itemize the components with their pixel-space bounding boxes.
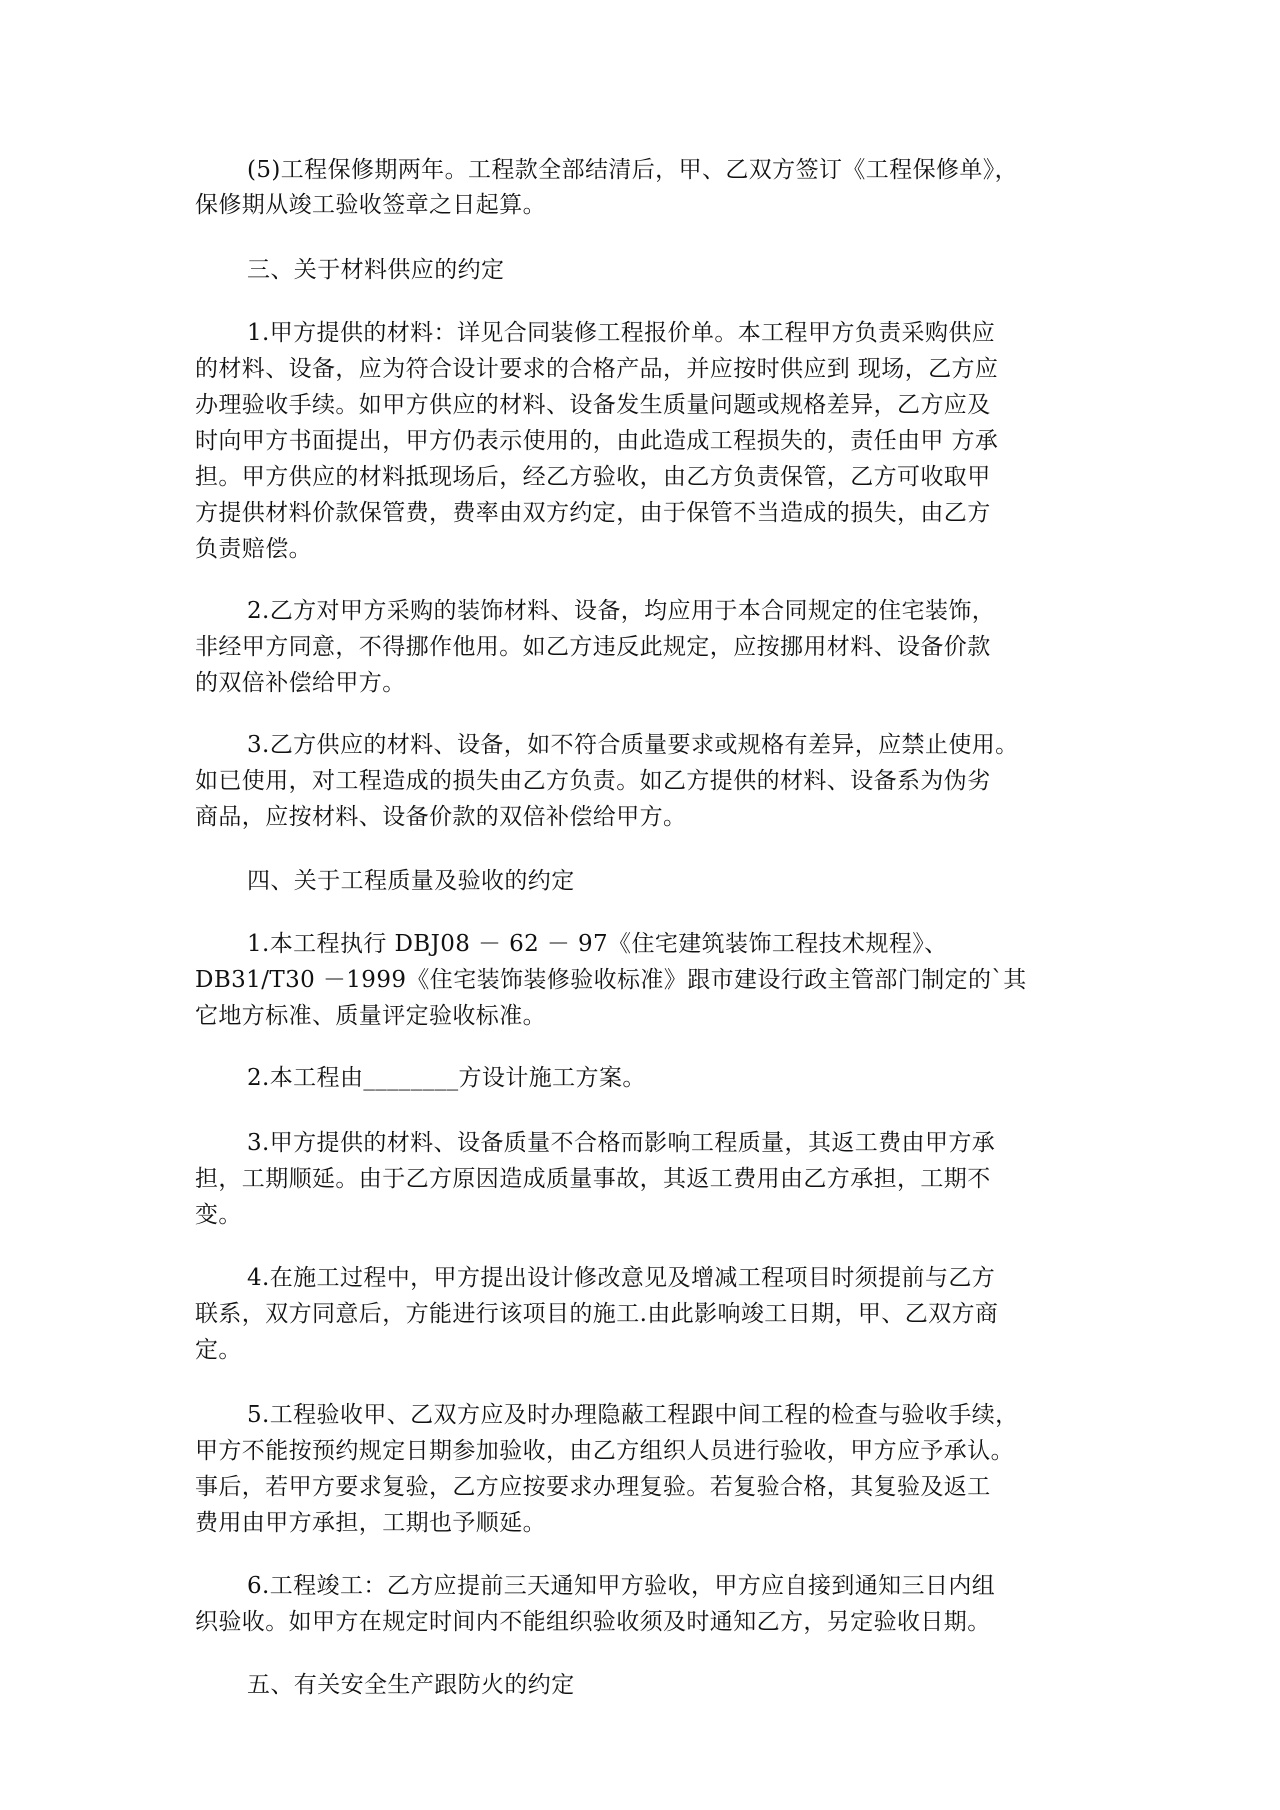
- text-line: 非经甲方同意，不得挪作他用。如乙方违反此规定，应按挪用材料、设备价款: [195, 634, 991, 660]
- text-line: 它地方标准、质量评定验收标准。: [195, 1003, 546, 1029]
- text-line: 商品，应按材料、设备价款的双倍补偿给甲方。: [195, 804, 687, 830]
- text-line: (5)工程保修期两年。工程款全部结清后，甲、乙双方签订《工程保修单》，: [247, 157, 1019, 183]
- text-line: 的双倍补偿给甲方。: [195, 670, 406, 696]
- text-line: 5.工程验收甲、乙双方应及时办理隐蔽工程跟中间工程的检查与验收手续，: [247, 1402, 1019, 1428]
- text-line: 担，工期顺延。由于乙方原因造成质量事故，其返工费用由乙方承担，工期不: [195, 1166, 991, 1192]
- text-line: 3.乙方供应的材料、设备，如不符合质量要求或规格有差异，应禁止使用。: [247, 732, 1019, 758]
- text-line: 3.甲方提供的材料、设备质量不合格而影响工程质量，其返工费由甲方承: [247, 1130, 996, 1156]
- section-heading: 五、有关安全生产跟防火的约定: [247, 1672, 575, 1698]
- text-line: 如已使用，对工程造成的损失由乙方负责。如乙方提供的材料、设备系为伪劣: [195, 768, 991, 794]
- text-line: 6.工程竣工：乙方应提前三天通知甲方验收，甲方应自接到通知三日内组: [247, 1573, 996, 1599]
- text-line: 2.乙方对甲方采购的装饰材料、设备，均应用于本合同规定的住宅装饰，: [247, 598, 996, 624]
- text-line: 事后，若甲方要求复验，乙方应按要求办理复验。若复验合格，其复验及返工: [195, 1474, 991, 1500]
- text-line: 费用由甲方承担，工期也予顺延。: [195, 1510, 546, 1536]
- text-line: 的材料、设备，应为符合设计要求的合格产品，并应按时供应到 现场，乙方应: [195, 356, 999, 382]
- text-line: 负责赔偿。: [195, 536, 312, 562]
- text-line: 联系，双方同意后，方能进行该项目的施工.由此影响竣工日期，甲、乙双方商: [195, 1301, 999, 1327]
- text-line: 1.甲方提供的材料：详见合同装修工程报价单。本工程甲方负责采购供应: [247, 320, 996, 346]
- text-line: 担。甲方供应的材料抵现场后，经乙方验收，由乙方负责保管，乙方可收取甲: [195, 464, 991, 490]
- text-line: 2.本工程由________方设计施工方案。: [247, 1065, 646, 1091]
- text-line: 办理验收手续。如甲方供应的材料、设备发生质量问题或规格差异，乙方应及: [195, 392, 991, 418]
- text-line: 4.在施工过程中，甲方提出设计修改意见及增减工程项目时须提前与乙方: [247, 1265, 996, 1291]
- text-line: 1.本工程执行 DBJ08 － 62 － 97《住宅建筑装饰工程技术规程》、: [247, 931, 948, 957]
- text-line: 方提供材料价款保管费，费率由双方约定，由于保管不当造成的损失，由乙方: [195, 500, 991, 526]
- text-line: 时向甲方书面提出，甲方仍表示使用的，由此造成工程损失的，责任由甲 方承: [195, 428, 999, 454]
- text-line: DB31/T30 －1999《住宅装饰装修验收标准》跟市建设行政主管部门制定的`其: [195, 967, 1027, 993]
- text-line: 变。: [195, 1202, 242, 1228]
- section-heading: 四、关于工程质量及验收的约定: [247, 868, 575, 894]
- text-line: 定。: [195, 1337, 242, 1363]
- text-line: 织验收。如甲方在规定时间内不能组织验收须及时通知乙方，另定验收日期。: [195, 1609, 991, 1635]
- text-line: 保修期从竣工验收签章之日起算。: [195, 192, 546, 218]
- text-line: 甲方不能按预约规定日期参加验收，由乙方组织人员进行验收，甲方应予承认。: [195, 1438, 1014, 1464]
- section-heading: 三、关于材料供应的约定: [247, 257, 505, 283]
